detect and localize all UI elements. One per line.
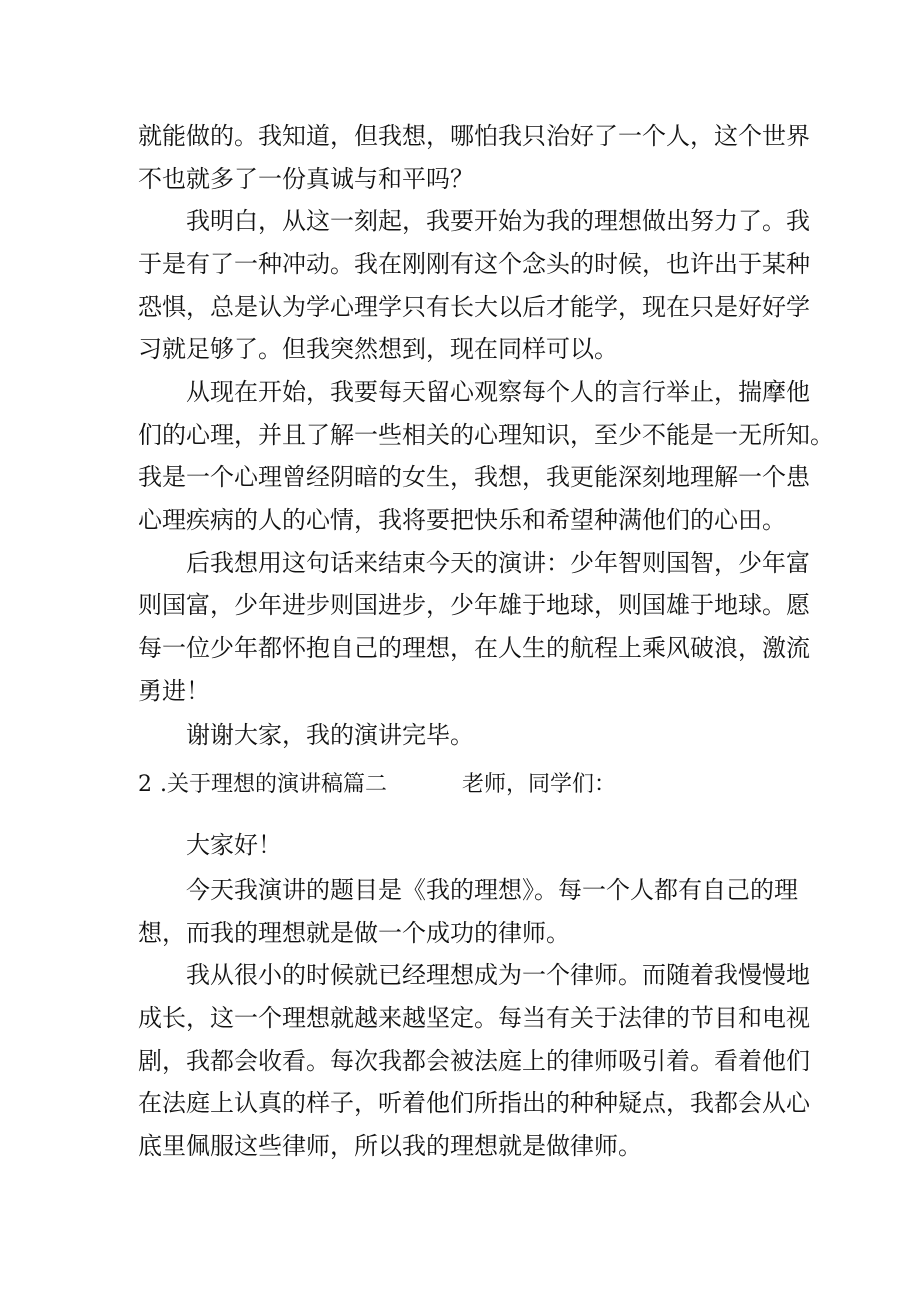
paragraph-line: 在法庭上认真的样子，听着他们所指出的种种疑点，我都会从心 [138, 1089, 810, 1117]
section-number: 2 [138, 772, 152, 797]
paragraph-line: 习就足够了。但我突然想到，现在同样可以。 [138, 335, 618, 363]
paragraph-line: 则国富，少年进步则国进步，少年雄于地球，则国雄于地球。愿 [138, 591, 810, 619]
paragraph-line: 每一位少年都怀抱自己的理想，在人生的航程上乘风破浪，激流 [138, 634, 810, 662]
paragraph-line: 从现在开始，我要每天留心观察每个人的言行举止，揣摩他 [186, 378, 810, 406]
paragraph-line: 不也就多了一份真诚与和平吗？ [138, 165, 474, 193]
paragraph-line: 想，而我的理想就是做一个成功的律师。 [138, 919, 570, 947]
paragraph-line: 今天我演讲的题目是《我的理想》。每一个人都有自己的理 [186, 876, 798, 904]
paragraph-line: 就能做的。我知道，但我想，哪怕我只治好了一个人，这个世界 [138, 122, 810, 150]
paragraph-line: 于是有了一种冲动。我在刚刚有这个念头的时候，也许出于某种 [138, 250, 810, 278]
paragraph-line: 心理疾病的人的心情，我将要把快乐和希望种满他们的心田。 [138, 506, 786, 534]
paragraph-line: 们的心理，并且了解一些相关的心理知识，至少不能是一无所知。 [138, 421, 834, 449]
paragraph-line: 我是一个心理曾经阴暗的女生，我想，我更能深刻地理解一个患 [138, 463, 810, 491]
paragraph-line: 剧，我都会收看。每次我都会被法庭上的律师吸引着。看着他们 [138, 1047, 810, 1075]
paragraph-line: 底里佩服这些律师，所以我的理想就是做律师。 [138, 1132, 642, 1160]
paragraph-line: 后我想用这句话来结束今天的演讲：少年智则国智，少年富 [186, 549, 810, 577]
greeting: 大家好！ [186, 831, 282, 859]
section-title: .关于理想的演讲稿篇二 [160, 772, 387, 797]
paragraph-line: 勇进！ [138, 677, 210, 705]
paragraph-line: 我明白，从这一刻起，我要开始为我的理想做出努力了。我 [186, 207, 810, 235]
paragraph-line: 成长，这一个理想就越来越坚定。每当有关于法律的节目和电视 [138, 1004, 810, 1032]
paragraph-line: 恐惧，总是认为学心理学只有长大以后才能学，现在只是好好学 [138, 293, 810, 321]
salutation: 老师，同学们： [462, 772, 617, 797]
paragraph-line: 我从很小的时候就已经理想成为一个律师。而随着我慢慢地 [186, 961, 810, 989]
paragraph-line: 谢谢大家，我的演讲完毕。 [186, 721, 474, 749]
